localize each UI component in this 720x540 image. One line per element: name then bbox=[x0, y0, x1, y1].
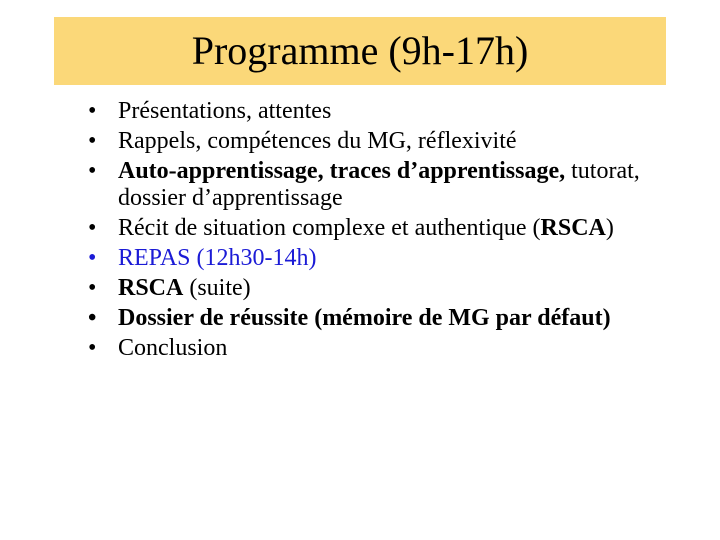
bullet-icon: • bbox=[88, 335, 97, 361]
bullet-icon: • bbox=[88, 275, 97, 301]
bullet-text-bold: RSCA bbox=[118, 275, 184, 301]
bullet-item-repas bbox=[88, 245, 648, 272]
bullet-text: Conclusion bbox=[118, 335, 228, 361]
slide-title: Programme (9h-17h) bbox=[191, 28, 529, 73]
bullet-text: Récit de situation complexe et authentique ( bbox=[118, 215, 541, 241]
bullet-text-end: ) bbox=[605, 215, 614, 241]
bullet-item-presentations bbox=[88, 98, 648, 125]
bullet-item-dossier-reussite bbox=[88, 305, 648, 332]
bullet-text-bold: Auto-apprentissage, traces d’apprentissage, bbox=[118, 158, 566, 184]
bullet-text: tutorat, dossier d’apprentissage bbox=[118, 158, 640, 211]
bullet-icon: • bbox=[88, 215, 97, 241]
bullet-icon: • bbox=[88, 98, 97, 124]
bullet-text: REPAS (12h30-14h) bbox=[118, 245, 317, 271]
bullet-list bbox=[88, 98, 648, 365]
bullet-item-rsca-recit bbox=[88, 215, 648, 242]
bullet-icon: • bbox=[88, 245, 97, 271]
bullet-icon: • bbox=[88, 305, 97, 331]
bullet-item-rappels bbox=[88, 128, 648, 155]
bullet-item-auto-apprentissage bbox=[88, 158, 648, 212]
bullet-text: Rappels, compétences du MG, réflexivité bbox=[118, 128, 517, 154]
bullet-text: Présentations, attentes bbox=[118, 98, 332, 124]
bullet-text: Dossier de réussite (mémoire de MG par défaut) bbox=[118, 305, 611, 331]
slide-title-banner bbox=[54, 17, 666, 85]
bullet-text-bold: RSCA bbox=[540, 215, 606, 241]
bullet-text: (suite) bbox=[183, 275, 251, 301]
bullet-item-rsca-suite bbox=[88, 275, 648, 302]
bullet-icon: • bbox=[88, 128, 97, 154]
bullet-item-conclusion bbox=[88, 335, 648, 362]
bullet-icon: • bbox=[88, 158, 97, 184]
